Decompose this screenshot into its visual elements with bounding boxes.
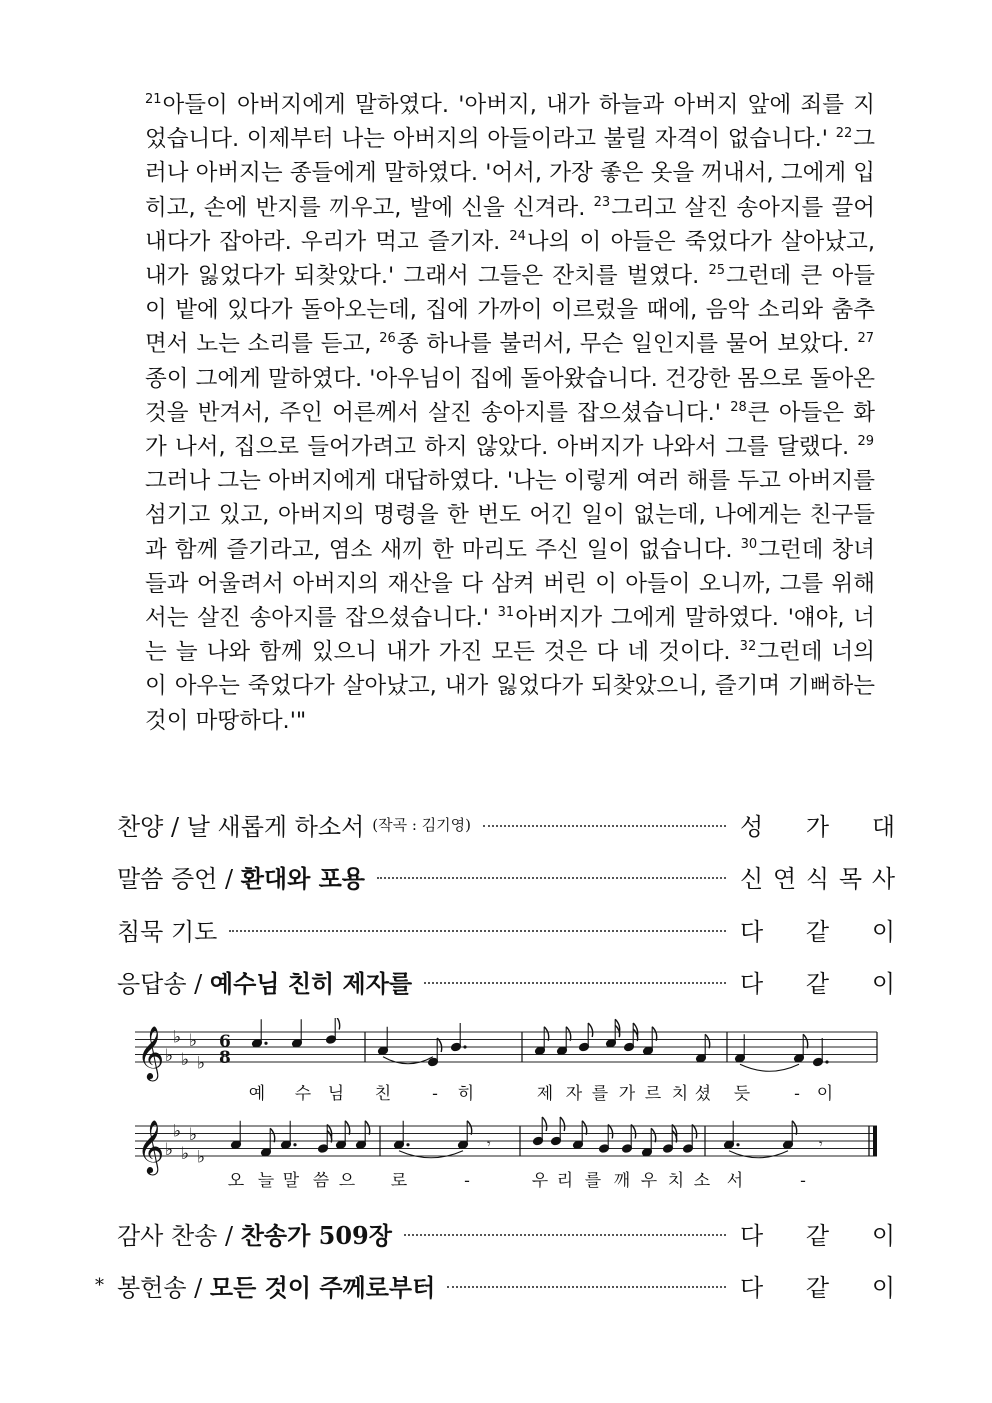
lyric-syllable: 오 <box>227 1171 245 1191</box>
lyric-syllable: 치 <box>667 1171 685 1191</box>
lyric-syllable: 듯 <box>733 1084 751 1104</box>
leader-dots <box>424 982 726 984</box>
note-dot <box>264 1042 267 1045</box>
note-flag <box>803 1034 808 1048</box>
note-dot <box>293 1143 296 1146</box>
order-item-performer: 다 같 이 <box>740 1221 895 1250</box>
time-signature-bottom: 8 <box>219 1048 231 1068</box>
note-flag <box>631 1125 636 1139</box>
lyric-syllable: 늘 <box>257 1171 275 1191</box>
order-item-performer: 다 같 이 <box>740 917 895 946</box>
note-dot <box>825 1060 828 1063</box>
verse-number: 26 <box>379 331 396 347</box>
order-item-title: 찬양 / 날 새롭게 하소서 <box>117 812 365 841</box>
note-flag <box>588 1023 593 1037</box>
order-item-label <box>117 964 412 999</box>
verse-number: 24 <box>509 228 526 244</box>
order-item-label <box>117 1216 392 1251</box>
verse-text: 종이 그에게 말하였다. '아우님이 집에 돌아왔습니다. 건강한 몸으로 돌아온 것을 반겨서, 주인 어른께서 살진 송아지를 잡으셨습니다.' <box>145 365 875 426</box>
order-item-title: 침묵 기도 <box>117 917 218 946</box>
lyric-syllable: 우 <box>531 1171 549 1191</box>
note-flag <box>345 1121 350 1135</box>
note-dot <box>463 1045 466 1048</box>
lyric-syllable: - <box>800 1171 806 1191</box>
verse-number: 28 <box>730 399 747 415</box>
note-flag <box>566 1027 571 1041</box>
order-item <box>95 909 895 949</box>
lyric-syllable: 히 <box>457 1084 475 1104</box>
note-dot <box>736 1143 739 1146</box>
note-flag <box>270 1128 275 1142</box>
lyric-syllable: 수 <box>294 1084 312 1104</box>
note-flag <box>652 1027 657 1041</box>
order-item <box>95 856 895 896</box>
verse-text: 그런데 창녀들과 어울려서 아버지의 재산을 다 삼켜 버린 이 아들이 오니까, 그를 위해서는 살진 송아지를 잡으셨습니다.' <box>145 536 876 632</box>
lyric-syllable: 서 <box>726 1171 744 1191</box>
order-item-performer: 다 같 이 <box>740 1273 895 1302</box>
order-item-subject: 예수님 친히 제자를 <box>209 968 413 998</box>
verse-number: 32 <box>739 639 757 655</box>
eighth-rest: 𝄾 <box>819 1136 823 1153</box>
verse-text: 나의 이 아들은 죽었다가 살아났고, 내가 잃었다가 되찾았다.' 그래서 그들은 잔치를 벌였다. <box>145 228 875 290</box>
order-item-label <box>117 912 217 947</box>
treble-clef: 𝄞 <box>137 1025 165 1079</box>
lyric-syllable: 제 <box>536 1084 554 1104</box>
lyric-syllable: 님 <box>327 1084 345 1104</box>
lyric-syllable: 리 <box>556 1171 574 1191</box>
response-song-score <box>135 1018 880 1198</box>
scripture-passage <box>145 88 875 738</box>
note-flag <box>608 1125 613 1139</box>
flat-sign: ♭ <box>181 1143 190 1164</box>
order-item <box>95 1213 895 1253</box>
flat-sign: ♭ <box>181 1049 190 1070</box>
order-item-label <box>117 1268 435 1303</box>
lyric-syllable: 우 <box>640 1171 658 1191</box>
lyric-syllable: 치 <box>671 1084 689 1104</box>
order-item-performer: 신 연 식 목 사 <box>740 864 895 893</box>
order-item-subject: 환대와 포용 <box>240 863 365 893</box>
leader-dots <box>377 877 726 879</box>
note-flag <box>651 1128 656 1142</box>
order-item-title: 감사 찬송 / <box>117 1221 241 1250</box>
note-flag <box>544 1027 549 1041</box>
order-item-label <box>117 859 365 894</box>
verse-text: 그러나 그는 아버지에게 대답하였다. '나는 이렇게 여러 해를 두고 아버지를 섬기고 있고, 아버지의 명령을 한 번도 어긴 일이 없는데, 나에게는 친구들과 함께 즐기라고, 염소 새끼 한 마리도 주신 일이 없습니다. <box>145 468 875 563</box>
flat-sign: ♭ <box>189 1031 198 1051</box>
tie-slur <box>729 1151 788 1158</box>
note-flag <box>692 1125 697 1139</box>
flat-sign: ♭ <box>165 1046 174 1066</box>
verse-text: 그러나 아버지는 종들에게 말하였다. '어서, 가장 좋은 옷을 꺼내서, 그에게 입히고, 손에 반지를 끼우고, 발에 신을 신겨라. <box>145 126 875 221</box>
lyric-syllable: 친 <box>374 1084 392 1104</box>
order-item-subject: 찬송가 509장 <box>240 1220 392 1250</box>
leader-dots <box>483 825 726 827</box>
order-item <box>95 804 895 844</box>
flat-sign: ♭ <box>197 1053 206 1074</box>
verse-number: 22 <box>835 126 853 142</box>
lyric-syllable: 셨 <box>694 1084 712 1104</box>
verse-text: 큰 아들은 화가 나서, 집으로 들어가려고 하지 않았다. 아버지가 나와서 그를 달랬다. <box>145 399 875 461</box>
lyric-syllable: 르 <box>644 1084 662 1104</box>
verse-text: 그리고 살진 송아지를 끌어내다가 잡아라. 우리가 먹고 즐기자. <box>145 194 875 255</box>
lyric-syllable: 소 <box>693 1171 711 1191</box>
tie-slur <box>383 1057 433 1064</box>
note-flag <box>542 1117 547 1131</box>
verse-text: 종 하나를 불러서, 무슨 일인지를 물어 보았다. <box>396 331 858 358</box>
leader-dots <box>404 1234 726 1236</box>
order-item <box>95 1265 895 1305</box>
eighth-rest: 𝄾 <box>487 1136 491 1153</box>
order-item-performer: 성 가 대 <box>740 812 895 841</box>
final-barline <box>873 1126 877 1156</box>
lyric-syllable: 를 <box>591 1084 609 1104</box>
verse-number: 25 <box>708 263 726 279</box>
verse-number: 21 <box>145 92 162 107</box>
flat-sign: ♭ <box>165 1140 174 1160</box>
lyric-syllable: 깨 <box>613 1171 631 1191</box>
order-item <box>95 961 895 1001</box>
verse-number: 30 <box>740 536 758 552</box>
lyric-syllable: 예 <box>248 1084 266 1104</box>
order-item-title: 응답송 / <box>117 969 210 998</box>
note-flag <box>705 1034 710 1048</box>
tie-slur <box>399 1151 463 1158</box>
verse-text: 아버지가 그에게 말하였다. '얘야, 너는 늘 나와 함께 있으니 내가 가진 모든 것은 다 네 것이다. <box>145 605 875 666</box>
order-item-title: 말씀 증언 / <box>117 864 241 893</box>
flat-sign: ♭ <box>197 1147 206 1168</box>
verse-number: 23 <box>593 194 611 210</box>
note-flag <box>437 1038 442 1052</box>
order-item-label <box>117 807 364 842</box>
composer-note: (작곡 : 김기영) <box>372 815 472 834</box>
lyric-syllable: - <box>794 1084 800 1104</box>
order-item-subject: 모든 것이 주께로부터 <box>209 1272 436 1302</box>
order-item-performer: 다 같 이 <box>740 969 895 998</box>
note-dot <box>406 1143 409 1146</box>
verse-text: 아들이 아버지에게 말하였다. '아버지, 내가 하늘과 아버지 앞에 죄를 지었습니다. 이제부터 나는 아버지의 아들이라고 불릴 자격이 없습니다.' <box>145 92 875 153</box>
flat-sign: ♭ <box>173 1027 182 1048</box>
verse-number: 31 <box>497 605 515 621</box>
lyric-syllable: - <box>432 1084 438 1104</box>
lyric-syllable: 로 <box>390 1171 408 1191</box>
note-flag <box>467 1121 472 1135</box>
note-flag <box>560 1117 565 1131</box>
note-flag <box>582 1121 587 1135</box>
verse-text: 그런데 큰 아들이 밭에 있다가 돌아오는데, 집에 가까이 이르렀을 때에, 음악 소리와 춤추면서 노는 소리를 듣고, <box>145 263 875 358</box>
leader-dots <box>447 1286 726 1288</box>
note-flag <box>335 1018 340 1030</box>
asterisk-mark: * <box>95 1274 104 1296</box>
time-signature-top: 6 <box>219 1032 231 1052</box>
lyric-syllable: 를 <box>584 1171 602 1191</box>
verse-number: 29 <box>857 434 874 450</box>
lyric-syllable: - <box>464 1171 470 1191</box>
treble-clef: 𝄞 <box>137 1119 165 1173</box>
verse-number: 27 <box>857 331 874 347</box>
lyric-syllable: 이 <box>816 1084 834 1104</box>
lyric-syllable: 가 <box>618 1084 636 1104</box>
lyric-syllable: 으 <box>338 1171 356 1191</box>
note-flag <box>365 1121 370 1135</box>
tie-slur <box>740 1064 799 1071</box>
verse-text: 그런데 너의 이 아우는 죽었다가 살아났고, 내가 잃었다가 되찾았으니, 즐기며 기뻐하는 것이 마땅하다.'" <box>145 639 876 734</box>
lyric-syllable: 말 <box>282 1171 300 1191</box>
leader-dots <box>229 930 726 932</box>
note-flag <box>792 1121 797 1135</box>
flat-sign: ♭ <box>173 1121 182 1142</box>
flat-sign: ♭ <box>189 1125 198 1145</box>
order-item-title: 봉헌송 / <box>117 1273 210 1302</box>
lyric-syllable: 자 <box>565 1084 583 1104</box>
lyric-syllable: 씀 <box>312 1171 330 1191</box>
